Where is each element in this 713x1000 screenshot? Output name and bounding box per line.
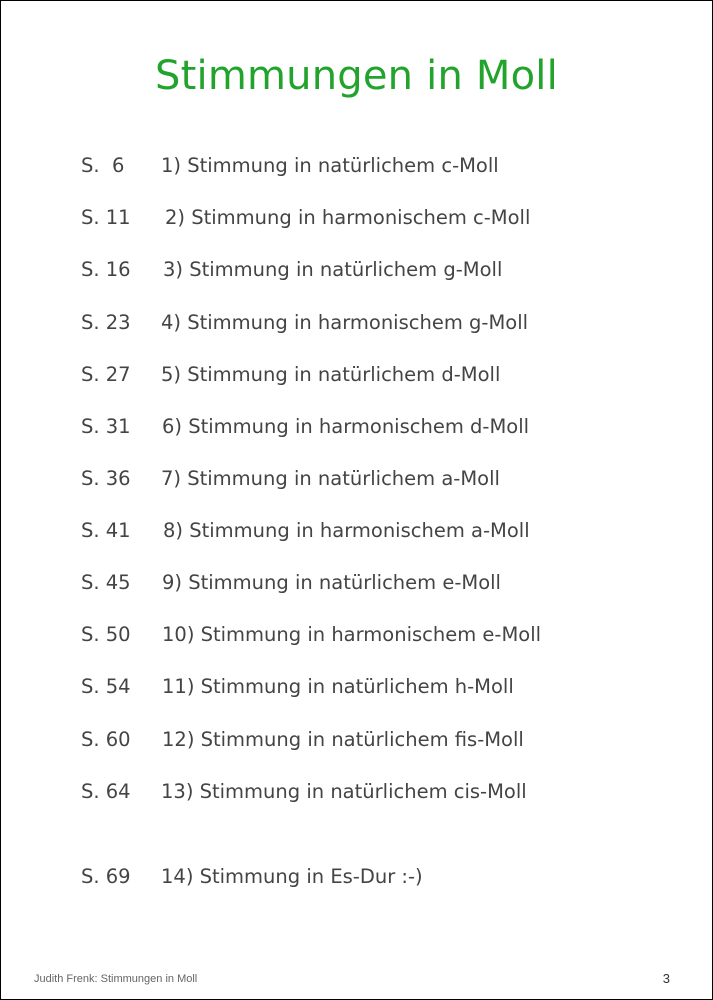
toc-page-ref: S. 23 [81,311,131,334]
toc-entry: 3) Stimmung in natürlichem g-Moll [163,258,503,281]
toc-row [1,412,712,442]
footer-page-number: 3 [662,971,670,986]
toc-page-ref: S. 45 [81,571,131,594]
toc-page-ref: S. 60 [81,728,131,751]
toc-entry: 8) Stimmung in harmonischem a-Moll [163,519,530,542]
toc-page-ref: S. 41 [81,519,131,542]
toc-row [1,672,712,702]
toc-page-ref: S. 11 [81,206,131,229]
toc-page-ref: S. 31 [81,415,131,438]
toc-page-ref: S. 50 [81,623,131,646]
toc-entry: 1) Stimmung in natürlichem c-Moll [161,154,499,177]
toc-entry: 2) Stimmung in harmonischem c-Moll [165,206,531,229]
toc-entry: 13) Stimmung in natürlichem cis-Moll [161,780,527,803]
toc-entry: 10) Stimmung in harmonischem e-Moll [162,623,542,646]
toc-entry: 14) Stimmung in Es-Dur :-) [161,865,423,888]
toc-row [1,151,712,181]
toc-page-ref: S. 54 [81,675,131,698]
toc-entry: 4) Stimmung in harmonischem g-Moll [161,311,529,334]
toc-page-ref: S. 6 [81,154,125,177]
toc-page-ref: S. 69 [81,865,131,888]
toc-row [1,203,712,233]
toc-page-ref: S. 16 [81,258,131,281]
toc-row [1,725,712,755]
toc-row [1,464,712,494]
toc-row [1,308,712,338]
toc-entry: 7) Stimmung in natürlichem a-Moll [161,467,500,490]
toc-row [1,255,712,285]
toc-row [1,568,712,598]
toc-page-ref: S. 64 [81,780,131,803]
footer-text: Judith Frenk: Stimmungen in Moll [34,973,198,985]
toc-entry: 9) Stimmung in natürlichem e-Moll [162,571,501,594]
toc-entry: 5) Stimmung in natürlichem d-Moll [161,363,501,386]
toc-page-ref: S. 27 [81,363,131,386]
toc-row [1,620,712,650]
toc-entry: 12) Stimmung in natürlichem fis-Moll [162,728,524,751]
toc-row [1,360,712,390]
toc-entry: 6) Stimmung in harmonischem d-Moll [162,415,530,438]
toc-row [1,777,712,807]
toc-page-ref: S. 36 [81,467,131,490]
toc-entry: 11) Stimmung in natürlichem h-Moll [162,675,514,698]
toc-row [1,862,712,892]
page-title: Stimmungen in Moll [155,53,558,99]
toc-row [1,516,712,546]
